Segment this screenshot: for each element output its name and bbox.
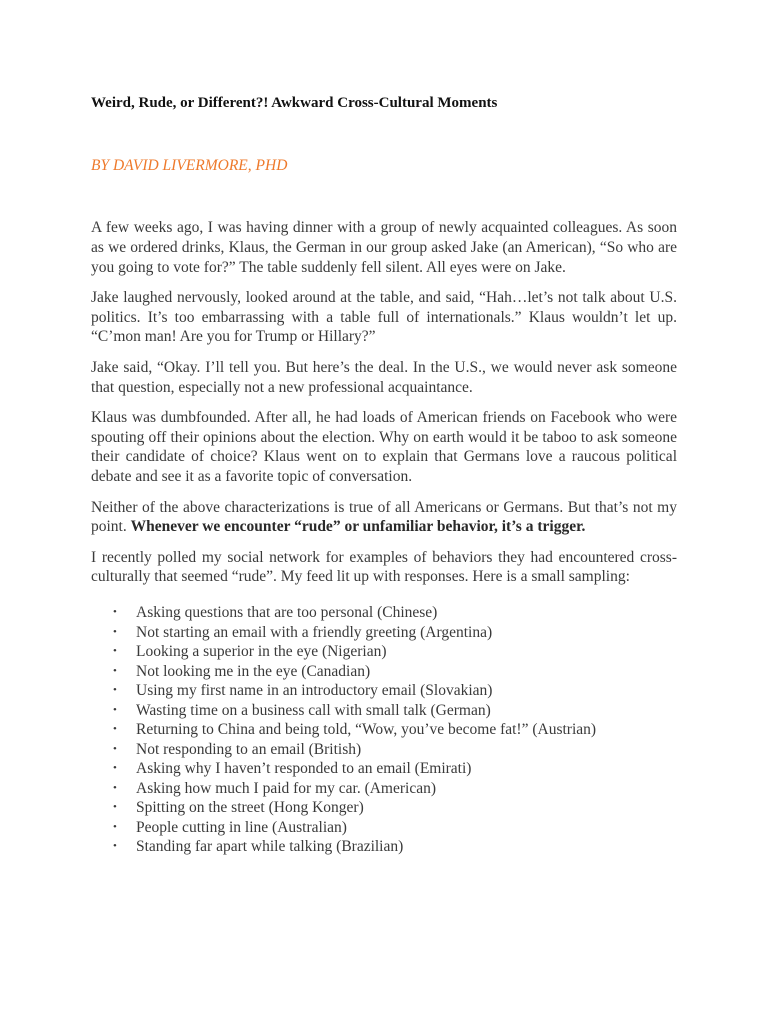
list-item-text: Wasting time on a business call with small talk (German): [136, 701, 491, 719]
paragraph-3: Jake said, “Okay. I’ll tell you. But here’s the deal. In the U.S., we would never ask someone that question, especially not a new professional acquaintance.: [91, 358, 677, 396]
list-item: [113, 798, 677, 818]
list-item-text: People cutting in line (Australian): [136, 818, 347, 836]
bullet-icon: •: [113, 820, 117, 833]
bullet-icon: •: [113, 742, 117, 755]
list-item-text: Asking questions that are too personal (Chinese): [136, 604, 438, 622]
list-item-text: Returning to China and being told, “Wow, you’ve become fat!” (Austrian): [136, 721, 597, 739]
list-item: [113, 642, 677, 662]
list-item-text: Looking a superior in the eye (Nigerian): [136, 643, 387, 661]
list-item: [113, 779, 677, 799]
list-item: [113, 740, 677, 760]
list-item-text: Asking why I haven’t responded to an email (Emirati): [136, 760, 472, 778]
bullet-icon: •: [113, 664, 117, 677]
list-item-text: Using my first name in an introductory email (Slovakian): [136, 682, 493, 700]
bullet-icon: •: [113, 684, 117, 697]
paragraph-5-lead: Neither of the above characterizations is true of all Americans or Germans. But that’s not my point.: [91, 498, 677, 536]
paragraph-4: Klaus was dumbfounded. After all, he had loads of American friends on Facebook who were spouting off their opinions about the election. Why on earth would it be taboo to ask someone their candidate of choice? Klaus went on to explain that Germans love a raucous political debate and see it as a favorite topic of conversation.: [91, 408, 677, 486]
list-item: [113, 623, 677, 643]
list-item: [113, 818, 677, 838]
list-item: [113, 681, 677, 701]
paragraph-1: A few weeks ago, I was having dinner with a group of newly acquainted colleagues. As soon as we ordered drinks, Klaus, the German in our group asked Jake (an American), “So who are you going to vote for?” The table suddenly fell silent. All eyes were on Jake.: [91, 219, 677, 276]
paragraph-6: I recently polled my social network for examples of behaviors they had encountered cross-culturally that seemed “rude”. My feed lit up with responses. Here is a small sampling:: [91, 548, 677, 586]
bullet-icon: •: [113, 762, 117, 775]
list-item-text: Not looking me in the eye (Canadian): [136, 662, 371, 680]
bullet-icon: •: [113, 840, 117, 853]
author-byline: BY DAVID LIVERMORE, PHD: [91, 157, 288, 174]
list-item: [113, 837, 677, 857]
paragraph-5: [91, 498, 677, 538]
bullet-icon: •: [113, 703, 117, 716]
list-item-text: Not starting an email with a friendly greeting (Argentina): [136, 623, 493, 641]
bullet-icon: •: [113, 625, 117, 638]
list-item: [113, 662, 677, 682]
list-item: [113, 759, 677, 779]
list-item: [113, 701, 677, 721]
article-title: Weird, Rude, or Different?! Awkward Cross-Cultural Moments: [91, 95, 498, 111]
list-item-text: Spitting on the street (Hong Konger): [136, 799, 364, 817]
list-item-text: Asking how much I paid for my car. (American): [136, 779, 437, 797]
bullet-icon: •: [113, 723, 117, 736]
paragraph-5-emphasis: Whenever we encounter “rude” or unfamiliar behavior, it’s a trigger.: [130, 518, 586, 536]
list-item-text: Not responding to an email (British): [136, 740, 362, 758]
examples-list: [91, 603, 677, 857]
list-item: [113, 603, 677, 623]
paragraph-2: Jake laughed nervously, looked around at the table, and said, “Hah…let’s not talk about U.S. politics. It’s too embarrassing with a table full of internationals.” Klaus wouldn’t let up. “C’mon man! Are you for Trump or Hillary?”: [91, 288, 677, 346]
bullet-icon: •: [113, 801, 117, 814]
list-item-text: Standing far apart while talking (Brazilian): [136, 838, 404, 856]
article-body: [91, 218, 677, 857]
bullet-icon: •: [113, 645, 117, 658]
bullet-icon: •: [113, 606, 117, 619]
list-item: [113, 720, 677, 740]
bullet-icon: •: [113, 781, 117, 794]
